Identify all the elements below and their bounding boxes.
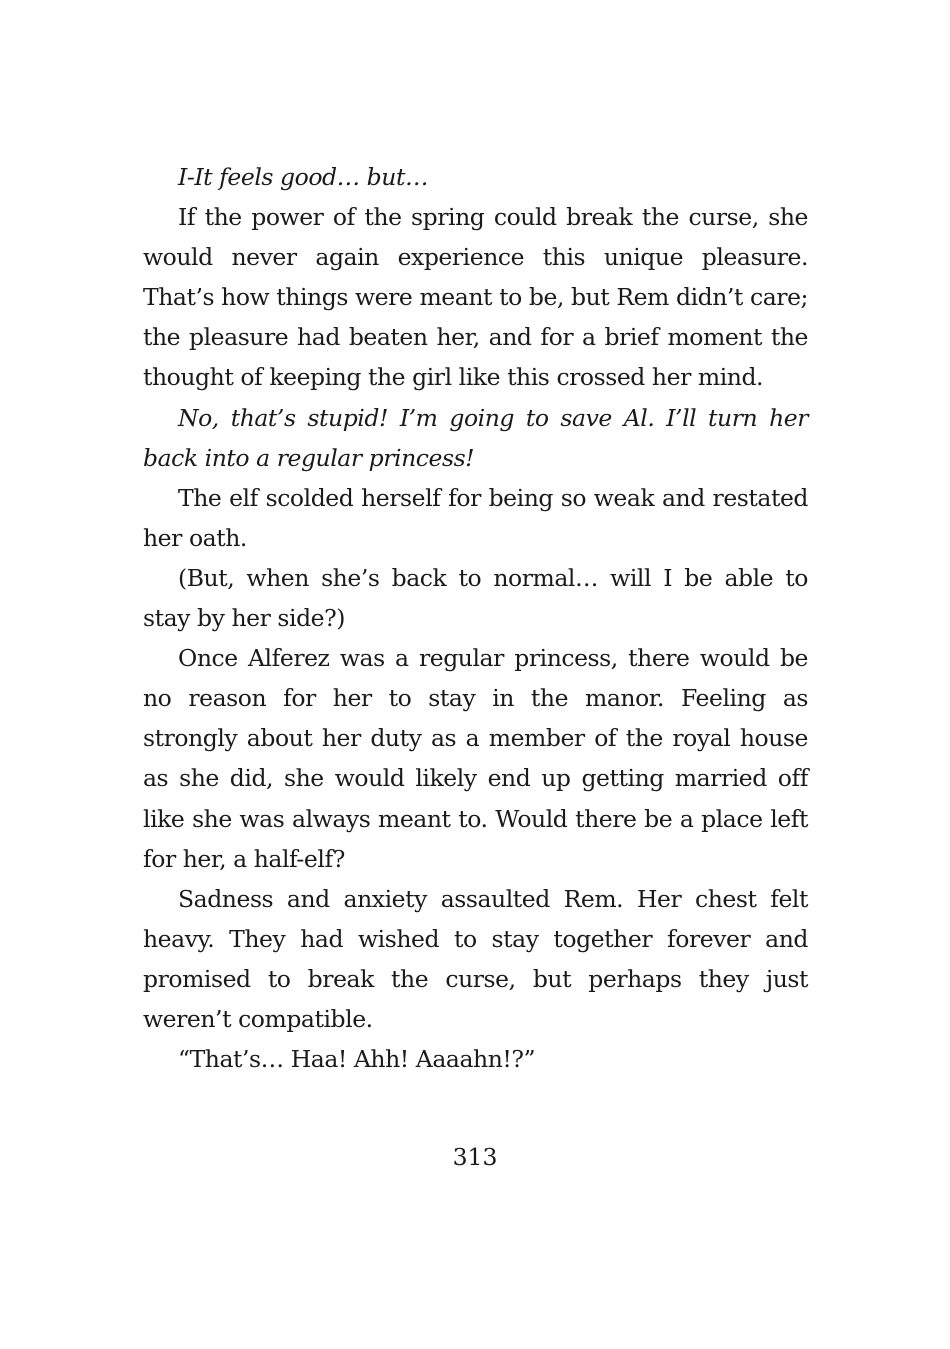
page-number: 313 <box>452 1143 498 1171</box>
paragraph: No, that’s stupid! I’m going to save Al. I’ll turn her back into a regular princess! <box>143 403 808 472</box>
paragraph: I-It feels good… but… <box>178 163 429 191</box>
body-text <box>143 157 808 1079</box>
paragraph: Once Alferez was a regular princess, there would be no reason for her to stay in the manor. Feeling as strongly about her duty as a member of the royal house as she did, she would likely end up getting married off like she was always meant to. Would there be a place left for her, a half-elf? <box>143 644 808 873</box>
paragraph: Sadness and anxiety assaulted Rem. Her chest felt heavy. They had wished to stay together forever and promised to break the curse, but perhaps they just weren’t compatible. <box>143 884 808 1033</box>
paragraph: If the power of the spring could break the curse, she would never again experience this unique pleasure. That’s how things were meant to be, but Rem didn’t care; the pleasure had beaten her, and for a brief moment the thought of keeping the girl like this crossed her mind. <box>143 203 808 392</box>
paragraph: “That’s… Haa! Ahh! Aaaahn!?” <box>178 1045 536 1074</box>
paragraph: (But, when she’s back to normal… will I be able to stay by her side?) <box>143 563 808 633</box>
paragraph: The elf scolded herself for being so weak and restated her oath. <box>143 483 808 552</box>
